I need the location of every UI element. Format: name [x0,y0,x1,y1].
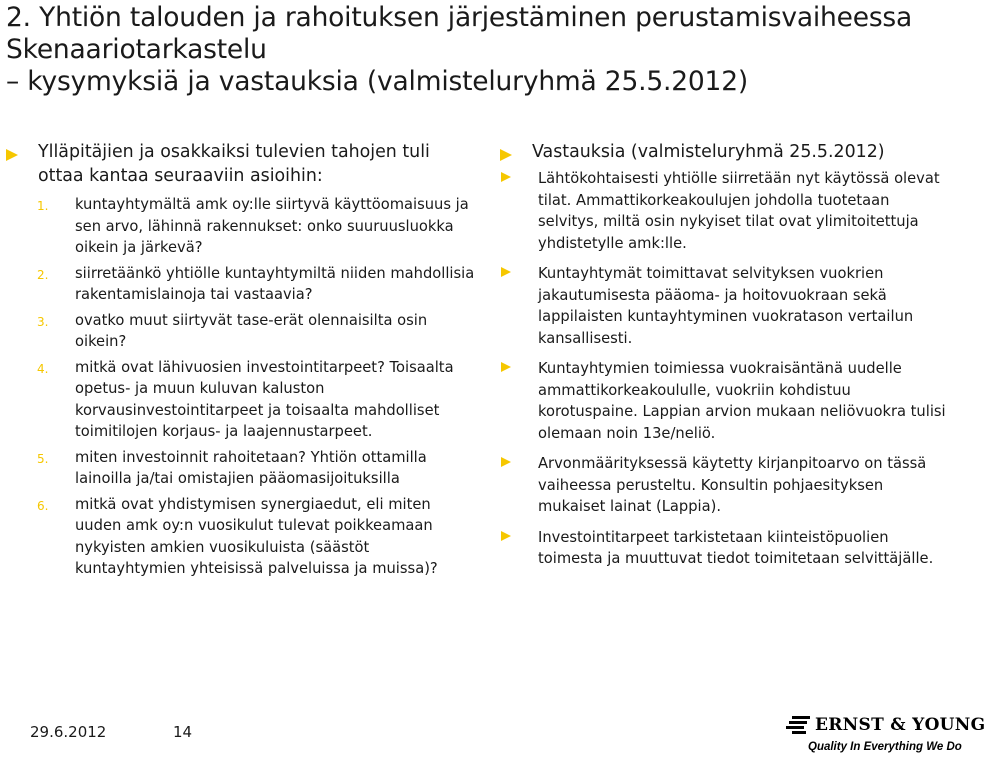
question-item [37,447,476,490]
title-line-2: Skenaariotarkastelu [6,34,267,65]
bullet-arrow-icon [501,267,511,277]
footer-date: 29.6.2012 [30,723,107,741]
logo-wordmark: ERNST & YOUNG [815,715,985,735]
question-text: ovatko muut siirtyvät tase-erät olennaisilta osin oikein? [75,311,428,350]
question-number: 6. [37,498,49,513]
answer-item [500,263,950,349]
title-line-3: – kysymyksiä ja vastauksia (valmisteluryhmä 25.5.2012) [6,66,748,97]
questions-column [6,140,476,580]
question-item [37,263,476,306]
answer-item [500,527,950,570]
title-line-1: 2. Yhtiön talouden ja rahoituksen järjestäminen perustamisvaiheessa [6,2,913,33]
answers-heading: Vastauksia (valmisteluryhmä 25.5.2012) [532,142,885,162]
bullet-arrow-icon [500,149,512,161]
question-text: miten investoinnit rahoitetaan? Yhtiön ottamilla lainoilla ja/tai omistajien pääomasijoituksilla [75,448,427,487]
answer-text: Kuntayhtymien toimiessa vuokraisäntänä uudelle ammattikorkeakoululle, vuokriin kohdistuu korotuspaine. Lappian arvion mukaan neliövuokra tulisi olemaan noin 13e/neliö. [538,360,946,442]
question-number: 4. [37,361,49,376]
bullet-arrow-icon [6,149,18,161]
question-text: mitkä ovat yhdistymisen synergiaedut, eli miten uuden amk oy:n vuosikulut tulevat poikkeamaan nykyisten amkien vuosikuluista (säästöt kuntayhtymien yhteisissä palveluissa ja muissa)? [75,495,438,577]
questions-heading: Ylläpitäjien ja osakkaiksi tulevien tahojen tuli ottaa kantaa seuraaviin asioihin: [38,142,430,186]
question-text: kuntayhtymältä amk oy:lle siirtyvä käyttöomaisuus ja sen arvo, lähinnä rakennukset: onko suuruusluokka oikein ja järkevä? [75,196,469,256]
answers-column [500,140,950,570]
bullet-arrow-icon [501,362,511,372]
question-text: mitkä ovat lähivuosien investointitarpeet? Toisaalta opetus- ja muun kuluvan kaluston korvausinvestointitarpeet ja toisaalta mahdolliset toimitilojen korjaus- ja laajennustarpeet. [75,358,454,440]
question-number: 3. [37,314,49,329]
answer-text: Kuntayhtymät toimittavat selvityksen vuokrien jakautumisesta pääoma- ja hoitovuokraan sekä lappilaisten kuntayhtyminen vuokratason vertailun kansallisesti. [538,265,914,347]
bullet-arrow-icon [501,172,511,182]
question-item [37,194,476,259]
answer-item [500,168,950,254]
question-number: 5. [37,451,49,466]
question-number: 2. [37,267,49,282]
answer-list [500,168,950,570]
logo-mark-icon [786,716,810,736]
answer-item [500,453,950,518]
question-item [37,357,476,443]
question-number: 1. [37,199,49,213]
ernst-young-logo [786,714,985,754]
page-number: 14 [173,723,193,741]
answer-item [500,358,950,444]
bullet-arrow-icon [501,531,511,541]
question-item [37,494,476,580]
question-list [6,194,476,580]
slide-title [6,2,956,98]
answer-text: Investointitarpeet tarkistetaan kiinteistöpuolien toimesta ja muuttuvat tiedot toimitetaan selvittäjälle. [538,528,934,567]
question-text: siirretäänkö yhtiölle kuntayhtymiltä niiden mahdollisia rakentamislainoja tai vastaavia? [75,264,475,303]
answer-text: Lähtökohtaisesti yhtiölle siirretään nyt käytössä olevat tilat. Ammattikorkeakoulujen johdolla tuotetaan selvitys, miltä osin nykyiset tilat ovat ylimitoitettuja yhdistetylle amk:lle. [538,170,940,252]
answer-text: Arvonmäärityksessä käytetty kirjanpitoarvo on tässä vaiheessa perusteltu. Konsultin pohjaesityksen mukaiset lainat (Lappia). [538,455,927,515]
logo-tagline: Quality In Everything We Do [808,741,962,753]
question-item [37,310,476,353]
bullet-arrow-icon [501,457,511,467]
